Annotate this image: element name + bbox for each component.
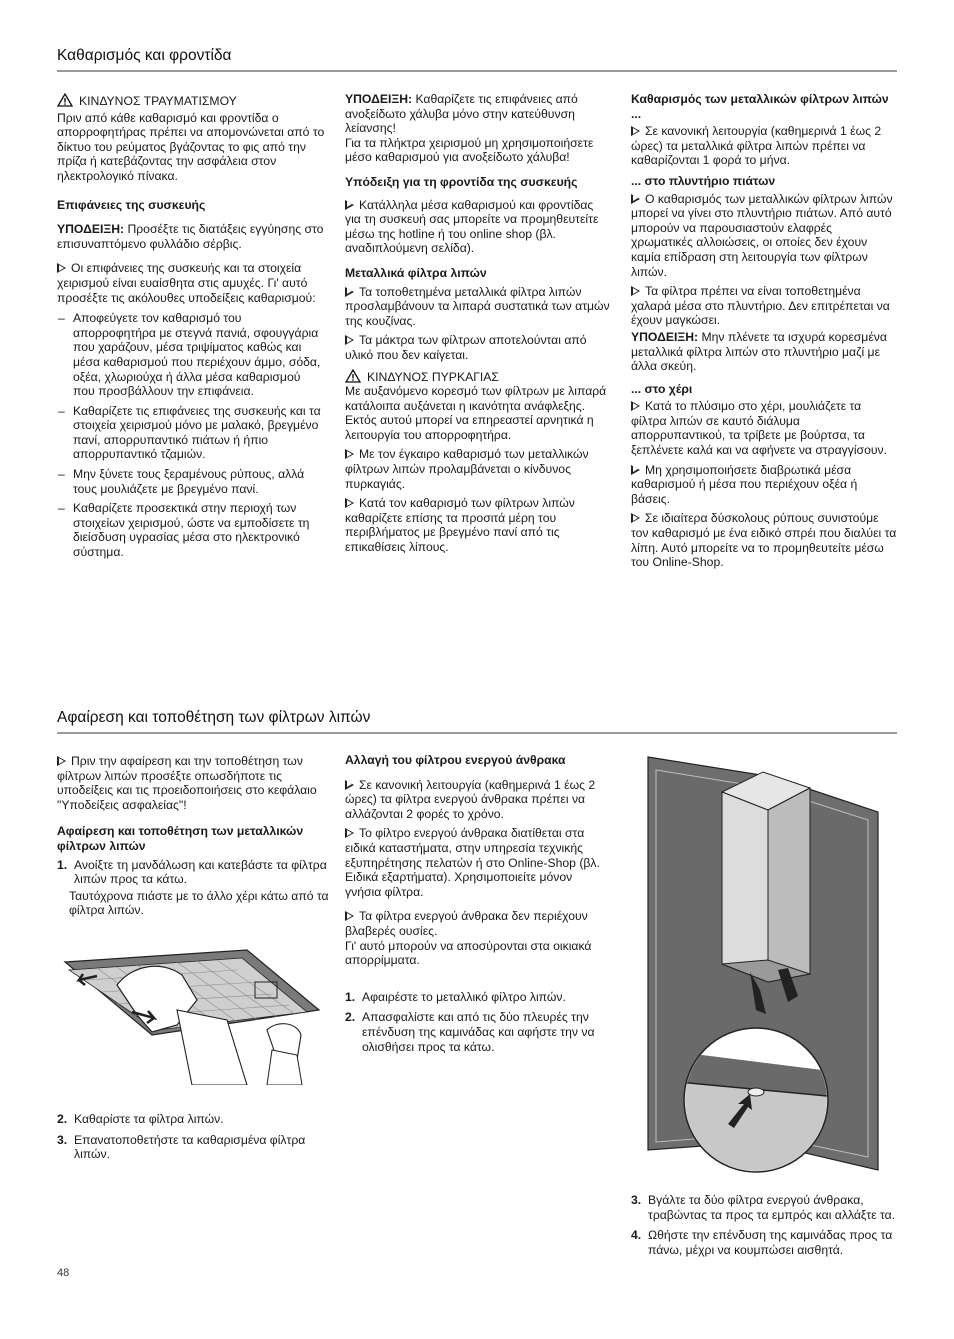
section-divider	[57, 70, 897, 72]
list-item	[631, 1193, 897, 1222]
arrow-icon	[631, 126, 640, 136]
arrow-icon	[631, 286, 640, 296]
step-number: 4.	[631, 1228, 642, 1243]
note-label: ΥΠΟΔΕΙΞΗ:	[631, 329, 699, 344]
metal-filter-cleaning-heading: Καθαρισμός των μεταλλικών φίλτρων λιπών ...	[631, 92, 889, 121]
step-number: 1.	[57, 857, 68, 872]
step-number: 2.	[57, 1112, 68, 1126]
arrow-icon	[345, 911, 354, 921]
filter-removal-illustration	[57, 940, 327, 1085]
removal-steps-continued	[57, 1112, 337, 1166]
list-item: – Μην ξύνετε τους ξεραμένους ρύπους, αλλά τους μουλιάζετε με βρεγμένο πανί.	[57, 467, 325, 496]
fire-text-2: Κατά τον καθαρισμό των φίλτρων λιπών καθαρίζετε επίσης τα προσιτά μέρη του περιβλήματος με βρεγμένο πανί από τις επικαθίσεις λίπους.	[345, 496, 575, 555]
note-text: Καθαρίζετε τις επιφάνειες από ανοξείδωτο χάλυβα μόνο στην κατεύθυνση λείανσης!	[345, 92, 578, 136]
step-number: 1.	[345, 989, 356, 1004]
carbon-filter-heading: Αλλαγή του φίλτρου ενεργού άνθρακα	[345, 753, 566, 767]
removal-steps	[57, 858, 337, 887]
by-hand-heading: ... στο χέρι	[631, 381, 693, 396]
step-text: Βγάλτε τα δύο φίλτρα ενεργού άνθρακα, τραβώντας τα προς τα εμπρός και αλλάξτε τα.	[648, 1193, 896, 1222]
step-text: Καθαρίστε τα φίλτρα λιπών.	[74, 1112, 224, 1126]
carbon-extra-text: Γι' αυτό μπορούν να αποσύρονται στα οικιακά απορρίμματα.	[345, 938, 592, 968]
note-label: ΥΠΟΔΕΙΞΗ:	[345, 92, 413, 106]
list-item	[57, 1133, 337, 1162]
section-title-cleaning: Καθαρισμός και φροντίδα	[57, 47, 232, 64]
arrow-icon	[57, 263, 66, 273]
note-extra-text: Για τα πλήκτρα χειρισμού μη χρησιμοποιήσετε μέσο καθαρισμού για ανοξείδωτο χάλυβα!	[345, 135, 594, 165]
section-title-filter-removal: Αφαίρεση και τοποθέτηση των φίλτρων λιπών	[57, 709, 371, 726]
filters-text-1: Τα τοποθετημένα μεταλλικά φίλτρα λιπών προσλαμβάνουν τα λιπαρά συστατικά των ατμών της κουζίνας.	[345, 284, 610, 328]
chimney-hood-illustration	[638, 752, 894, 1184]
arrow-icon	[57, 756, 66, 766]
step-text: Αφαιρέστε το μεταλλικό φίλτρο λιπών.	[362, 989, 566, 1004]
safety-intro-text: Πριν την αφαίρεση και την τοποθέτηση των φίλτρων λιπών προσέξτε οπωσδήποτε τις υποδείξεις και τις προειδοποιήσεις στο κεφάλαιο "Υποδείξεις ασφαλείας"!	[57, 754, 317, 812]
carbon-steps	[345, 990, 610, 1054]
arrow-icon	[345, 287, 354, 297]
arrow-icon	[345, 335, 354, 345]
arrow-icon	[631, 401, 640, 411]
injury-warning-text: Πριν από κάθε καθαρισμό και φροντίδα ο απορροφητήρας πρέπει να απομονώνεται από το δίκτυο του ρεύματος βγάζοντας το φις από την πρίζα ή κατεβάζοντας την ασφάλεια στον ηλεκτρολογικό πίνακα.	[57, 110, 325, 183]
step-number: 3.	[631, 1193, 642, 1207]
metal-filter-removal-heading: Αφαίρεση και τοποθέτηση των μεταλλικών φίλτρων λιπών	[57, 824, 304, 853]
cleaning-column-3	[631, 92, 897, 575]
step-text: Ωθήστε την επένδυση της καμινάδας προς τα πάνω, μέχρι να κουμπώσει αισθητά.	[648, 1228, 893, 1257]
note-text: Μην πλένετε τα ισχυρά κορεσμένα μεταλλικά φίλτρα λιπών στο πλυντήριο μαζί με άλλα σκεύη.	[631, 329, 887, 374]
step-text: Απασφαλίστε και από τις δύο πλευρές την επένδυση της καμινάδας και αφήστε την να ολισθήσει προς τα κάτω.	[362, 1010, 595, 1054]
arrow-icon	[631, 194, 640, 204]
list-item	[57, 858, 337, 887]
carbon-steps-continued	[631, 1193, 897, 1261]
removal-column-2	[345, 753, 610, 1058]
list-item: – Αποφεύγετε τον καθαρισμό του απορροφητήρα με στεγνά πανιά, σφουγγάρια που χαράζουν, μέσα τριψίματος καθώς και μέσα καθαρισμού που περιέχουν άμμο, σόδα, οξέα, χλωριούχα ή άλλα μέσα καθαρισμού που προσβάλλουν την επιφάνεια.	[57, 311, 325, 399]
surfaces-arrow-text: Οι επιφάνειες της συσκευής και τα στοιχεία χειρισμού είναι ευαίσθητα στις αμυχές. Γι' αυτό προσέξτε τις ακόλουθες υποδείξεις καθαρισμού:	[57, 261, 316, 305]
list-item	[345, 1010, 610, 1054]
dishwasher-heading: ... στο πλυντήριο πιάτων	[631, 173, 776, 188]
step-text: Επανατοποθετήστε τα καθαρισμένα φίλτρα λιπών.	[74, 1132, 306, 1162]
metal-filters-heading: Μεταλλικά φίλτρα λιπών	[345, 265, 487, 280]
cleaning-column-2	[345, 92, 610, 560]
fire-text-1: Με τον έγκαιρο καθαρισμό των μεταλλικών φίλτρων λιπών προλαμβάνεται ο κίνδυνος πυρκαγιάς.	[345, 447, 589, 491]
warning-icon	[345, 369, 361, 383]
surfaces-heading: Επιφάνειες της συσκευής	[57, 197, 206, 212]
step-text: Ανοίξτε τη μανδάλωση και κατεβάστε τα φίλτρα λιπών προς τα κάτω.	[74, 857, 327, 887]
carbon-text-2: Το φίλτρο ενεργού άνθρακα διατίθεται στα ειδικά καταστήματα, στην υπηρεσία τεχνικής εξυπηρέτησης πελατών ή στο Online-Shop (βλ. Ειδικά εξαρτήματα). Χρησιμοποιείτε μόνον γνήσια φίλτρα.	[345, 826, 600, 899]
section-divider	[57, 732, 897, 734]
by-hand-text-2: Μη χρησιμοποιήσετε διαβρωτικά μέσα καθαρισμού ή μέσα που περιέχουν οξέα ή βάσεις.	[631, 462, 858, 506]
arrow-icon	[345, 828, 354, 838]
arrow-icon	[345, 780, 354, 790]
list-item: – Καθαρίζετε τις επιφάνειες της συσκευής και τα στοιχεία χειρισμού μόνο με μαλακό, βρεγμένο πανί, απορρυπαντικό πιάτων ή ήπιο απορρυπαντικό τζαμιών.	[57, 404, 325, 462]
fire-warning-text: Με αυξανόμενο κορεσμό των φίλτρων με λιπαρά κατάλοιπα αυξάνεται η ικανότητα ανάφλεξης. Εκτός αυτού μπορεί να επηρεαστεί αρνητικά η λειτουργία του απορροφητήρα.	[345, 384, 607, 442]
list-item	[631, 1228, 897, 1257]
note-text: Προσέξτε τις διατάξεις εγγύησης στο επισυναπτόμενο φυλλάδιο σέρβις.	[57, 222, 324, 251]
step-number: 3.	[57, 1132, 68, 1147]
by-hand-text-1: Κατά το πλύσιμο στο χέρι, μουλιάζετε τα φίλτρα λιπών σε καυτό διάλυμα απορρυπαντικού, τα τρίβετε με βούρτσα, τα ξεπλένετε καλά και να αφήνετε να στραγγίσουν.	[631, 399, 887, 458]
dishwasher-text-1: Ο καθαρισμός των μεταλλικών φίλτρων λιπών μπορεί να γίνει στο πλυντήριο πιάτων. Από αυτό μπορούν να παρουσιαστούν ελαφρές χρωματικές αλλοιώσεις, οι οποίες δεν έχουν καμία επίδραση στη λειτουργία των φίλτρων λιπών.	[631, 191, 893, 279]
arrow-icon	[345, 498, 354, 508]
step-number: 2.	[345, 1010, 356, 1025]
arrow-icon	[345, 200, 354, 210]
page-number: 48	[57, 1267, 70, 1279]
cleaning-frequency-text: Σε κανονική λειτουργία (καθημερινά 1 έως 2 ώρες) τα μεταλλικά φίλτρα λιπών πρέπει να καθαρίζονται 1 φορά το μήνα.	[631, 124, 882, 168]
dishwasher-text-2: Τα φίλτρα πρέπει να είναι τοποθετημένα χαλαρά μέσα στο πλυντήριο. Δεν επιτρέπεται να έχουν μαγκώσει.	[631, 284, 890, 328]
list-item	[57, 1112, 337, 1127]
arrow-icon	[631, 513, 640, 523]
removal-column-1	[57, 754, 337, 923]
injury-warning-title: ΚΙΝΔΥΝΟΣ ΤΡΑΥΜΑΤΙΣΜΟΥ	[79, 94, 237, 108]
by-hand-text-3: Σε ιδιαίτερα δύσκολους ρύπους συνιστούμε τον καθαρισμό με ένα ειδικό σπρέι που διαλύει τα λίπη. Αυτό μπορείτε να το προμηθευτείτε μέσω του Online-Shop.	[631, 511, 897, 570]
carbon-text-3: Τα φίλτρα ενεργού άνθρακα δεν περιέχουν βλαβερές ουσίες.	[345, 909, 588, 938]
list-item	[345, 990, 610, 1005]
list-item: – Καθαρίζετε προσεκτικά στην περιοχή των στοιχείων χειρισμού, ώστε να εμποδίσετε τη διείσδυση υγρασίας μέσα στο ηλεκτρονικό σύστημα.	[57, 501, 325, 559]
filters-text-2: Τα μάκτρα των φίλτρων αποτελούνται από υλικό που δεν καίγεται.	[345, 333, 587, 362]
carbon-text-1: Σε κανονική λειτουργία (καθημερινά 1 έως 2 ώρες) τα φίλτρα ενεργού άνθρακα πρέπει να αλλάζονται 2 φορές το χρόνο.	[345, 777, 596, 821]
care-heading: Υπόδειξη για τη φροντίδα της συσκευής	[345, 174, 578, 189]
care-text: Κατάλληλα μέσα καθαρισμού και φροντίδας για τη συσκευή σας μπορείτε να προμηθευτείτε μέσω της hotline ή του online shop (βλ. αναδιπλούμενη σελίδα).	[345, 197, 599, 256]
arrow-icon	[631, 465, 640, 475]
arrow-icon	[345, 449, 354, 459]
note-label: ΥΠΟΔΕΙΞΗ:	[57, 222, 125, 237]
fire-warning-title: ΚΙΝΔΥΝΟΣ ΠΥΡΚΑΓΙΑΣ	[367, 369, 499, 384]
step-extra-text: Ταυτόχρονα πιάστε με το άλλο χέρι κάτω από τα φίλτρα λιπών.	[69, 888, 329, 918]
warning-icon	[57, 93, 73, 107]
cleaning-bullets	[57, 311, 325, 560]
cleaning-column-1	[57, 93, 325, 565]
